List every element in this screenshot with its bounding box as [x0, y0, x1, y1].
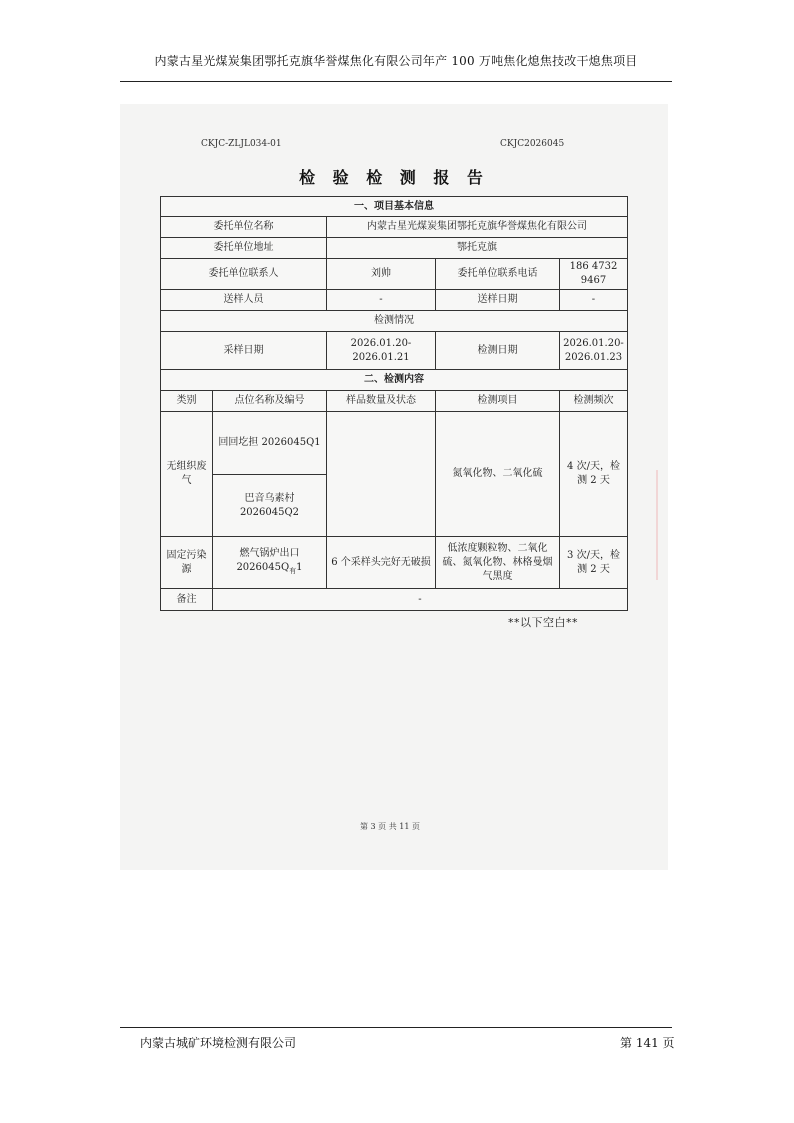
report-number: CKJC2026045	[500, 139, 565, 149]
row2-point-sub: 有	[289, 567, 297, 575]
sender-label: 送样人员	[161, 290, 327, 311]
row1-point-b: 巴音乌素村 2026045Q2	[213, 475, 327, 537]
row2-point-main: 燃气锅炉出口 2026045Q	[236, 548, 300, 573]
client-address-label: 委托单位地址	[161, 238, 327, 259]
scan-page-count: 第 3 页 共 11 页	[360, 822, 420, 831]
seal-edge-mark	[656, 470, 672, 580]
header-test-items: 检测项目	[436, 391, 560, 412]
row2-sample-qty: 6 个采样头完好无破损	[327, 537, 436, 589]
sample-date-label: 采样日期	[161, 332, 327, 370]
header-category: 类别	[161, 391, 213, 412]
row2-test-items: 低浓度颗粒物、二氧化硫、氮氧化物、林格曼烟气黑度	[436, 537, 560, 589]
header-divider	[120, 81, 672, 82]
client-name: 内蒙古星光煤炭集团鄂托克旗华誉煤焦化有限公司	[327, 217, 628, 238]
form-code: CKJC-ZLJL034-01	[201, 139, 282, 149]
phone-label: 委托单位联系电话	[436, 259, 560, 290]
row1-sample-qty	[327, 412, 436, 537]
row2-category: 固定污染源	[161, 537, 213, 589]
row2-point	[213, 537, 327, 589]
header-sample-qty: 样品数量及状态	[327, 391, 436, 412]
section-test-content: 二、检测内容	[161, 370, 628, 391]
footer-page-number: 第 141 页	[620, 1036, 675, 1050]
remark-value: -	[213, 589, 628, 611]
row1-point-a: 回回圪担 2026045Q1	[213, 412, 327, 475]
footer-company: 内蒙古城矿环境检测有限公司	[140, 1036, 297, 1050]
header-frequency: 检测频次	[560, 391, 628, 412]
report-title: 检 验 检 测 报 告	[299, 168, 489, 187]
contact-label: 委托单位联系人	[161, 259, 327, 290]
page-header: 内蒙古星光煤炭集团鄂托克旗华誉煤焦化有限公司年产 100 万吨焦化熄焦技改干熄焦项目	[154, 54, 638, 68]
section-basic-info: 一、项目基本信息	[161, 197, 628, 217]
row1-frequency: 4 次/天，检测 2 天	[560, 412, 628, 537]
test-situation-heading: 检测情况	[161, 311, 628, 332]
footer-divider	[120, 1027, 672, 1028]
contact-name: 刘帅	[327, 259, 436, 290]
phone-number: 186 4732 9467	[560, 259, 628, 290]
row1-category: 无组织废气	[161, 412, 213, 537]
blank-below-note: **以下空白**	[508, 616, 578, 629]
send-date-label: 送样日期	[436, 290, 560, 311]
row2-point-tail: 1	[296, 562, 303, 573]
sample-date-value: 2026.01.20-2026.01.21	[327, 332, 436, 370]
test-date-value: 2026.01.20-2026.01.23	[560, 332, 628, 370]
report-table	[160, 196, 628, 611]
sender-value: -	[327, 290, 436, 311]
row2-frequency: 3 次/天，检测 2 天	[560, 537, 628, 589]
test-date-label: 检测日期	[436, 332, 560, 370]
client-address: 鄂托克旗	[327, 238, 628, 259]
send-date-value: -	[560, 290, 628, 311]
row1-test-items: 氮氧化物、二氧化硫	[436, 412, 560, 537]
client-name-label: 委托单位名称	[161, 217, 327, 238]
header-point: 点位名称及编号	[213, 391, 327, 412]
remark-label: 备注	[161, 589, 213, 611]
